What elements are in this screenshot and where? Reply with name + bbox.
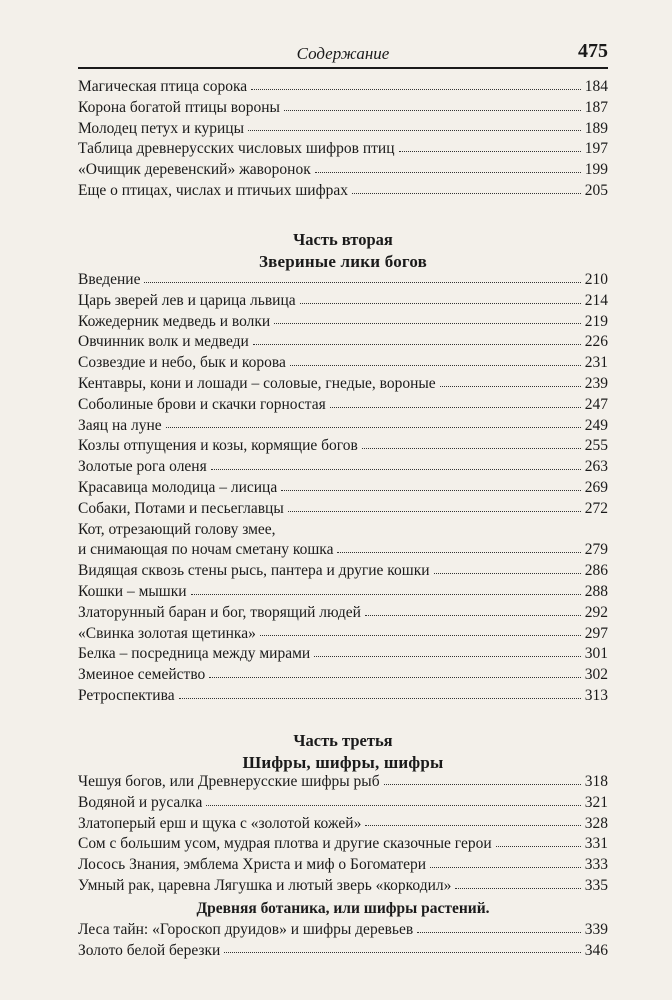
- entry-page: 339: [584, 920, 608, 938]
- entry-title: Таблица древнерусских числовых шифров птиц: [78, 140, 395, 158]
- entry-title: Заяц на луне: [78, 416, 162, 434]
- toc-entry[interactable]: [78, 855, 608, 876]
- entry-title: Магическая птица сорока: [78, 78, 248, 95]
- entry-page: 313: [584, 686, 608, 704]
- entry-title: Царь зверей лев и царица львица: [78, 291, 296, 309]
- entry-title: Золотые рога оленя: [78, 458, 207, 476]
- entry-page: 301: [584, 645, 608, 663]
- entry-title: Молодец петух и курицы: [78, 119, 245, 137]
- toc-block-part3: [78, 772, 608, 961]
- leader-dots: [399, 150, 581, 152]
- entry-title: Кожедерник медведь и волки: [78, 312, 271, 330]
- toc-block-part2: [78, 270, 608, 707]
- entry-title: Белка – посредница между мирами: [78, 645, 311, 663]
- toc-entry[interactable]: [78, 834, 608, 855]
- entry-title: и снимающая по ночам сметану кошка: [78, 541, 334, 559]
- toc-entry[interactable]: [78, 416, 608, 437]
- toc-entry[interactable]: [78, 332, 608, 353]
- toc-entry[interactable]: [78, 603, 608, 624]
- entry-title: Кот, отрезающий голову змее,: [78, 520, 276, 538]
- entry-page: 279: [584, 541, 608, 559]
- part-label: Часть вторая: [293, 230, 393, 249]
- leader-dots: [384, 783, 581, 785]
- leader-dots: [209, 676, 580, 678]
- toc-entry[interactable]: [78, 181, 608, 202]
- part2-heading: [78, 229, 608, 273]
- toc-entry[interactable]: [78, 270, 608, 291]
- toc-entry[interactable]: [78, 686, 608, 707]
- entry-title: Кошки – мышки: [78, 582, 187, 600]
- entry-title: Златорунный баран и бог, творящий людей: [78, 603, 361, 621]
- entry-page: 249: [584, 416, 608, 434]
- entry-title: Лосось Знания, эмблема Христа и миф о Богоматери: [78, 856, 427, 874]
- leader-dots: [314, 655, 581, 657]
- leader-dots: [260, 634, 581, 636]
- toc-entry[interactable]: [78, 119, 608, 140]
- leader-dots: [191, 593, 581, 595]
- leader-dots: [496, 845, 581, 847]
- section-subheading: Древняя ботаника, или шифры растений.: [196, 899, 490, 917]
- leader-dots: [365, 824, 580, 826]
- entry-title: Созвездие и небо, бык и корова: [78, 354, 286, 372]
- leader-dots: [430, 866, 581, 868]
- leader-dots: [224, 951, 580, 953]
- entry-title: Видящая сквозь стены рысь, пантера и другие кошки: [78, 562, 430, 580]
- entry-page: 286: [584, 562, 608, 580]
- leader-dots: [211, 468, 581, 470]
- entry-page: 214: [584, 291, 608, 309]
- toc-entry[interactable]: [78, 793, 608, 814]
- toc-entry[interactable]: [78, 478, 608, 499]
- toc-entry[interactable]: [78, 499, 608, 520]
- entry-page: 335: [584, 876, 608, 894]
- entry-title: Водяной и русалка: [78, 793, 203, 811]
- toc-entry[interactable]: [78, 772, 608, 793]
- entry-page: 297: [584, 624, 608, 642]
- entry-page: 272: [584, 499, 608, 517]
- toc-entry[interactable]: [78, 457, 608, 478]
- toc-entry[interactable]: [78, 291, 608, 312]
- entry-page: 331: [584, 835, 608, 853]
- entry-page: 328: [584, 814, 608, 832]
- leader-dots: [251, 88, 581, 90]
- toc-entry[interactable]: [78, 582, 608, 603]
- entry-title: Овчинник волк и медведи: [78, 333, 249, 351]
- toc-entry[interactable]: [78, 814, 608, 835]
- entry-page: 199: [584, 161, 608, 179]
- entry-page: 247: [584, 395, 608, 413]
- toc-entry[interactable]: [78, 941, 608, 962]
- entry-title: Златоперый ерш и щука с «золотой кожей»: [78, 814, 362, 832]
- toc-entry[interactable]: [78, 160, 608, 181]
- leader-dots: [206, 804, 580, 806]
- leader-dots: [352, 192, 581, 194]
- entry-page: 226: [584, 333, 608, 351]
- entry-page: 197: [584, 140, 608, 158]
- toc-entry[interactable]: [78, 561, 608, 582]
- toc-entry[interactable]: [78, 395, 608, 416]
- entry-page: 187: [584, 98, 608, 116]
- leader-dots: [434, 572, 581, 574]
- entry-title: Чешуя богов, или Древнерусские шифры рыб: [78, 773, 380, 790]
- toc-entry[interactable]: [78, 876, 608, 897]
- entry-title: Сом с большим усом, мудрая плотва и другие сказочные герои: [78, 835, 492, 853]
- toc-entry[interactable]: [78, 374, 608, 395]
- part-title: Звериные лики богов: [258, 252, 428, 271]
- running-title: Содержание: [296, 44, 390, 63]
- entry-title: Корона богатой птицы вороны: [78, 98, 280, 116]
- entry-title: Еще о птицах, числах и птичьих шифрах: [78, 181, 349, 199]
- leader-dots: [300, 302, 581, 304]
- entry-page: 269: [584, 478, 608, 496]
- entry-page: 210: [584, 271, 608, 288]
- leader-dots: [440, 385, 581, 387]
- entry-page: 219: [584, 312, 608, 330]
- entry-title: «Очищик деревенский» жаворонок: [78, 161, 311, 179]
- entry-title: Собаки, Потами и песьеглавцы: [78, 499, 284, 517]
- leader-dots: [455, 887, 580, 889]
- part-label: Часть третья: [293, 731, 393, 750]
- entry-page: 255: [584, 437, 608, 455]
- toc-entry[interactable]: [78, 312, 608, 333]
- page-number: 475: [578, 40, 608, 62]
- leader-dots: [290, 364, 581, 366]
- page-header: [78, 38, 608, 70]
- toc-entry[interactable]: [78, 920, 608, 941]
- leader-dots: [288, 510, 581, 512]
- toc-entry[interactable]: [78, 98, 608, 119]
- entry-page: 184: [584, 78, 608, 95]
- entry-title: «Свинка золотая щетинка»: [78, 624, 256, 642]
- toc-entry[interactable]: [78, 139, 608, 160]
- entry-title: Введение: [78, 271, 141, 288]
- entry-page: 231: [584, 354, 608, 372]
- entry-title: Козлы отпущения и козы, кормящие богов: [78, 437, 358, 455]
- entry-page: 239: [584, 374, 608, 392]
- leader-dots: [281, 489, 581, 491]
- entry-page: 333: [584, 856, 608, 874]
- leader-dots: [144, 281, 580, 283]
- leader-dots: [274, 322, 581, 324]
- leader-dots: [253, 343, 581, 345]
- part3-heading: [78, 730, 608, 774]
- entry-title: Красавица молодица – лисица: [78, 478, 278, 496]
- toc-entry[interactable]: [78, 77, 608, 98]
- entry-page: 205: [584, 181, 608, 199]
- entry-page: 321: [584, 793, 608, 811]
- entry-title: Кентавры, кони и лошади – соловые, гнедые, вороные: [78, 374, 436, 392]
- entry-page: 318: [584, 773, 608, 790]
- entry-title: Соболиные брови и скачки горностая: [78, 395, 326, 413]
- entry-page: 346: [584, 941, 608, 959]
- part-title: Шифры, шифры, шифры: [242, 753, 444, 772]
- entry-title: Ретроспектива: [78, 686, 175, 704]
- leader-dots: [365, 614, 581, 616]
- entry-page: 189: [584, 119, 608, 137]
- toc-entry[interactable]: [78, 665, 608, 686]
- leader-dots: [330, 406, 581, 408]
- toc-entry[interactable]: [78, 540, 608, 561]
- leader-dots: [362, 447, 581, 449]
- leader-dots: [248, 129, 581, 131]
- entry-title: Умный рак, царевна Лягушка и лютый зверь «коркодил»: [78, 876, 452, 894]
- leader-dots: [337, 551, 580, 553]
- toc-entry[interactable]: [78, 436, 608, 457]
- toc-entry[interactable]: [78, 624, 608, 645]
- entry-page: 302: [584, 666, 608, 684]
- leader-dots: [315, 171, 581, 173]
- entry-page: 288: [584, 582, 608, 600]
- entry-page: 292: [584, 603, 608, 621]
- toc-entry[interactable]: [78, 353, 608, 374]
- toc-entry-first-line[interactable]: [78, 520, 608, 541]
- leader-dots: [284, 109, 581, 111]
- header-rule: [78, 67, 608, 69]
- entry-title: Леса тайн: «Гороскоп друидов» и шифры деревьев: [78, 920, 414, 938]
- entry-title: Змеиное семейство: [78, 666, 206, 684]
- toc-block-birds: [78, 77, 608, 202]
- entry-page: 263: [584, 458, 608, 476]
- leader-dots: [417, 931, 581, 933]
- toc-entry[interactable]: [78, 644, 608, 665]
- leader-dots: [179, 697, 581, 699]
- leader-dots: [166, 426, 581, 428]
- entry-title: Золото белой березки: [78, 941, 221, 959]
